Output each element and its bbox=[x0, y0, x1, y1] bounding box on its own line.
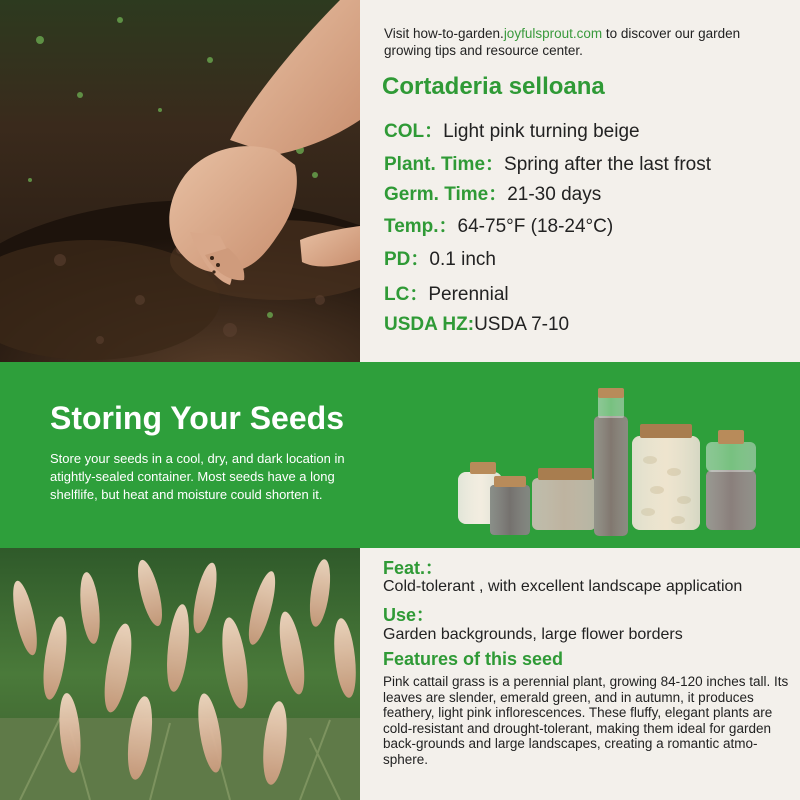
visit-prefix: Visit how-to-garden. bbox=[384, 26, 504, 41]
visit-notice bbox=[384, 25, 784, 59]
jar-tall-dark-seeds bbox=[594, 388, 628, 536]
feat-label: Feat.： bbox=[383, 558, 444, 578]
seed-features-panel bbox=[360, 548, 800, 800]
jar-fine-seeds bbox=[532, 468, 596, 530]
attr-value: Perennial bbox=[428, 284, 509, 305]
top-section bbox=[0, 0, 800, 362]
pampas-grass-image bbox=[0, 548, 360, 800]
attr-key: USDA HZ: bbox=[384, 314, 475, 335]
jar-black-seeds bbox=[490, 476, 530, 535]
attr-key: PD： bbox=[384, 249, 430, 270]
use-label: Use： bbox=[383, 605, 435, 625]
attr-germ-time bbox=[384, 179, 601, 206]
pampas-grass-photo bbox=[0, 548, 360, 800]
attr-key: LC： bbox=[384, 284, 429, 305]
attr-usda-zone bbox=[384, 314, 569, 336]
species-name: Cortaderia selloana bbox=[382, 73, 605, 100]
attr-plant-time bbox=[384, 149, 711, 176]
attr-planting-depth bbox=[384, 244, 496, 271]
storing-seeds-banner bbox=[0, 362, 800, 548]
attr-value: USDA 7-10 bbox=[474, 314, 570, 335]
attr-value: Light pink turning beige bbox=[443, 121, 640, 142]
attr-value: 64-75°F (18-24°C) bbox=[457, 216, 614, 237]
attr-key: Germ. Time： bbox=[384, 184, 508, 205]
feat-value: Cold-tolerant , with excellent landscape application bbox=[383, 578, 743, 595]
use-value: Garden backgrounds, large flower borders bbox=[383, 626, 683, 643]
visit-suffix: to discover our garden growing tips and resource center. bbox=[384, 26, 741, 58]
storing-title: Storing Your Seeds bbox=[50, 400, 344, 436]
storing-text: Store your seeds in a cool, dry, and dark location in atightly-sealed container. Most seeds have a long shelflife, but heat and moisture could shorten it. bbox=[50, 451, 345, 502]
attr-color bbox=[384, 116, 640, 143]
attr-life-cycle bbox=[384, 279, 509, 306]
website-link[interactable]: joyfulsprout.com bbox=[503, 26, 603, 41]
soil-hand-image bbox=[0, 0, 360, 362]
plant-info-panel bbox=[360, 0, 800, 362]
attr-temperature bbox=[384, 211, 613, 238]
attr-key: Plant. Time： bbox=[384, 154, 505, 175]
attr-key: Temp.： bbox=[384, 216, 458, 237]
attr-key: COL： bbox=[384, 121, 444, 142]
attr-value: Spring after the last frost bbox=[504, 154, 712, 175]
jar-mixed-seeds bbox=[706, 430, 756, 530]
seed-jars-image bbox=[452, 380, 762, 540]
attr-value: 0.1 inch bbox=[429, 249, 496, 270]
attr-value: 21-30 days bbox=[507, 184, 602, 205]
jar-pumpkin-seeds bbox=[632, 424, 700, 530]
soil-hand-photo bbox=[0, 0, 360, 362]
features-description: Pink cattail grass is a perennial plant, growing 84-120 inches tall. Its leaves are slender, emerald green, and in autumn, it produces feathery, light pink inflorescences. These fluffy, elegant plants are cold-resistant and drought-tolerant, making them ideal for garden back-grounds and large landscapes, creating a romantic atmo-sphere. bbox=[383, 674, 789, 767]
features-title: Features of this seed bbox=[383, 649, 564, 669]
